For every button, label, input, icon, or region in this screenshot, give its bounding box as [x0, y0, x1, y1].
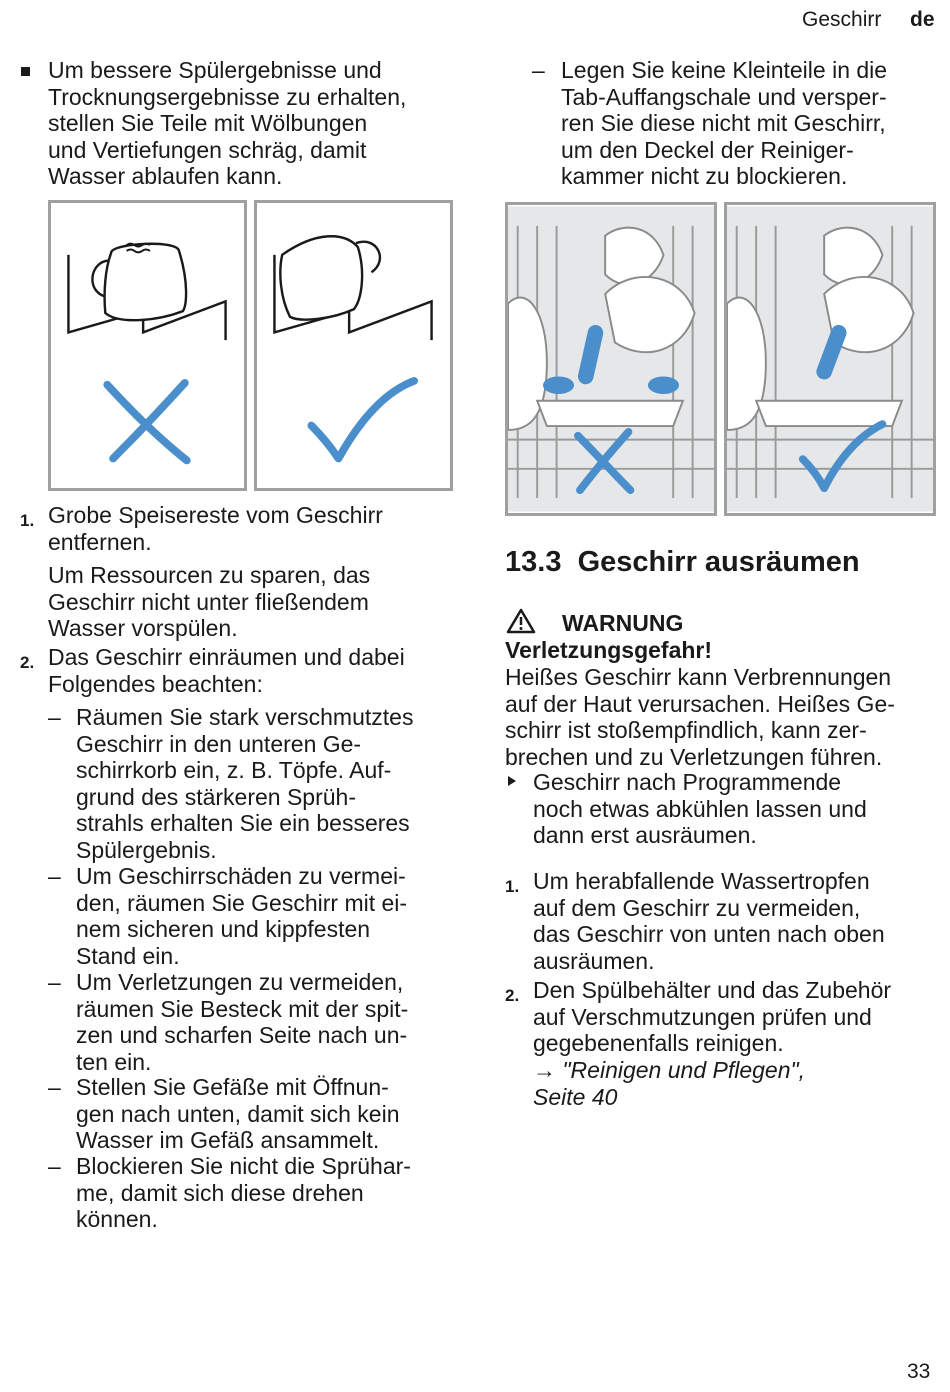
unload-step-2-text: Den Spülbehälter und das Zubehör auf Verschmutzungen prüfen und gegebenenfalls reinigen. [533, 977, 892, 1056]
dash-item: Um Geschirrschäden zu vermei- den, räumen Sie Geschirr mit ei- nem sicheren und kippfesten Stand ein. [76, 863, 408, 969]
triangle-arrow-icon [508, 776, 516, 786]
warning-subtitle: Verletzungsgefahr! [505, 637, 713, 663]
dash-marker: – [532, 57, 545, 83]
page-number: 33 [907, 1360, 931, 1383]
header-section-title: Geschirr [802, 8, 882, 31]
warning-text: Heißes Geschirr kann Verbrennungen auf der Haut verursachen. Heißes Ge- schirr ist stoßempfindlich, kann zer- brechen und zu Verletzungen führen. [505, 664, 895, 770]
figure-tray-wrong [505, 202, 717, 516]
step-2-text: Das Geschirr einräumen und dabei Folgendes beachten: [48, 644, 405, 697]
intro-bullet-text: Um bessere Spülergebnisse und Trocknungsergebnisse zu erhalten, stellen Sie Teile mit Wölbungen und Vertiefungen schräg, damit Wasser ablaufen kann. [48, 57, 407, 189]
warning-triangle-icon [506, 608, 536, 634]
figure-cup-right [254, 200, 453, 491]
step-number: 2. [505, 986, 520, 1005]
top-dash-item-text: Legen Sie keine Kleinteile in die Tab-Auffangschale und versper- ren Sie diese nicht mit Geschirr, um den Deckel der Reiniger- kammer nicht zu blockieren. [561, 57, 888, 189]
dash-marker: – [48, 1074, 61, 1100]
dash-marker: – [48, 704, 61, 730]
square-bullet-icon [21, 67, 30, 76]
cross-mark-icon [107, 383, 187, 461]
step-1-text: Grobe Speisereste vom Geschirr entfernen. [48, 502, 383, 555]
dash-item: Um Verletzungen zu vermeiden, räumen Sie Besteck mit der spit- zen und scharfen Seite nach un- ten ein. [76, 969, 409, 1075]
warning-action: Geschirr nach Programmende noch etwas abkühlen lassen und dann erst ausräumen. [533, 769, 867, 848]
dash-marker: – [48, 969, 61, 995]
step-number: 1. [20, 511, 35, 530]
figure-cup-wrong [48, 200, 247, 491]
step-number: 2. [20, 653, 35, 672]
cross-reference-link[interactable]: → "Reinigen und Pflegen", Seite 40 [533, 1057, 806, 1110]
cup-flat-illustration [51, 203, 244, 488]
dash-item: Blockieren Sie nicht die Sprühar- me, damit sich diese drehen können. [76, 1153, 411, 1232]
dash-item: Stellen Sie Gefäße mit Öffnun- gen nach unten, damit sich kein Wasser im Gefäß ansammelt. [76, 1074, 400, 1153]
dash-marker: – [48, 1153, 61, 1179]
warning-label: WARNUNG [562, 610, 684, 636]
dash-item: Räumen Sie stark verschmutztes Geschirr in den unteren Ge- schirrkorb ein, z. B. Töpfe. Auf- grund des stärkeren Sprüh- strahls erhalten Sie ein besseres Spülergebnis. [76, 704, 414, 863]
dash-marker: – [48, 863, 61, 889]
step-number: 1. [505, 877, 520, 896]
dishwasher-tray-blocked-illustration [508, 205, 714, 513]
check-mark-icon [311, 381, 414, 459]
step-1-note: Um Ressourcen zu sparen, das Geschirr nicht unter fließendem Wasser vorspülen. [48, 562, 371, 641]
figure-tray-right [724, 202, 936, 516]
section-heading: 13.3 Geschirr ausräumen [505, 546, 860, 578]
dishwasher-tray-free-illustration [727, 205, 933, 513]
unload-step-1-text: Um herabfallende Wassertropfen auf dem Geschirr zu vermeiden, das Geschirr von unten nach oben ausräumen. [533, 868, 885, 974]
header-language: de [910, 8, 935, 31]
cup-tilted-illustration [257, 203, 450, 488]
